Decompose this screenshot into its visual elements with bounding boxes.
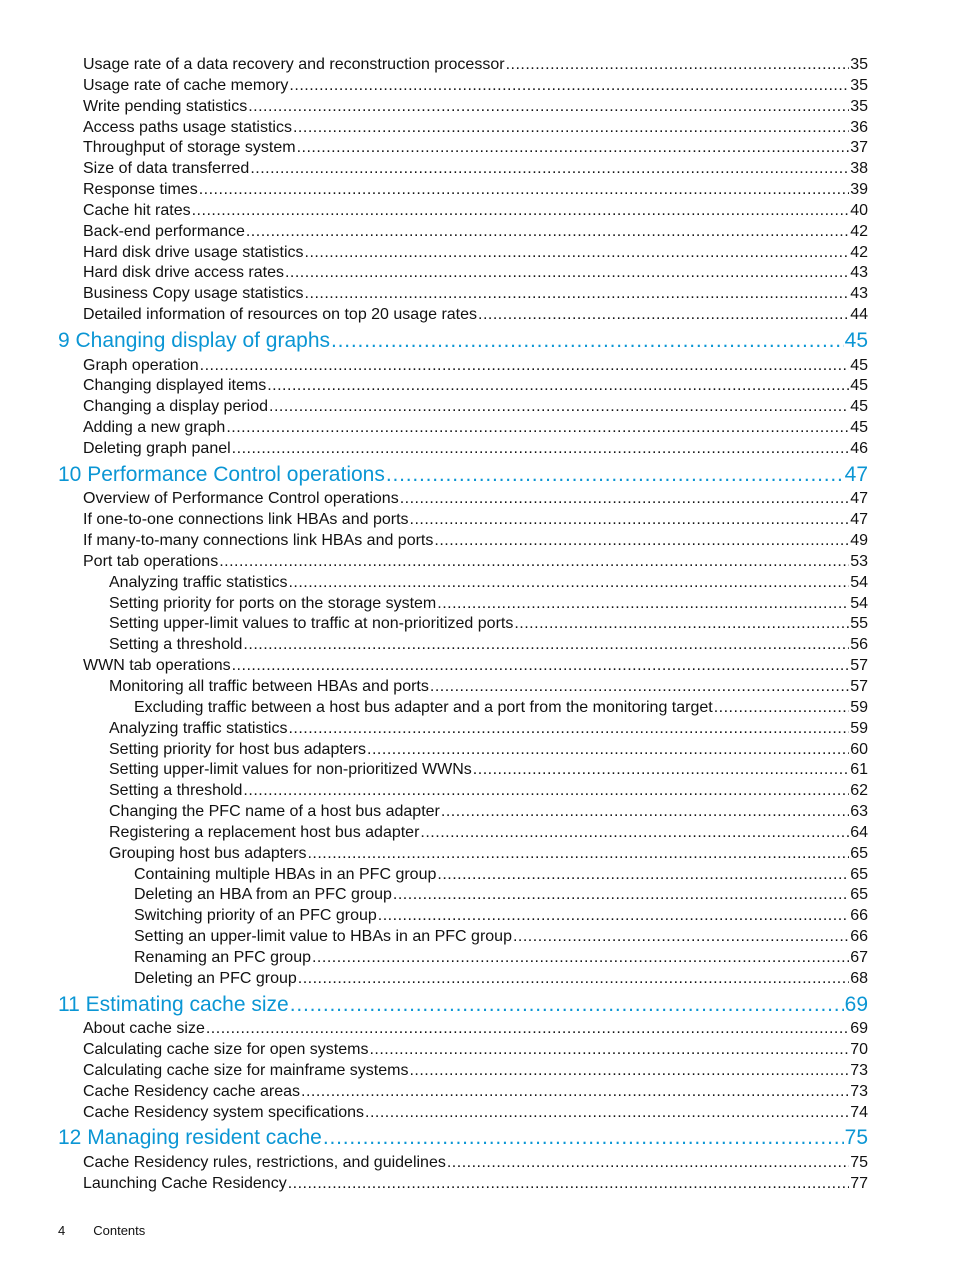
toc-entry-title: Back-end performance <box>83 223 245 240</box>
toc-entry-page-number: 64 <box>850 824 868 841</box>
dot-leader <box>206 1019 849 1039</box>
toc-entry[interactable] <box>83 510 868 530</box>
toc-entry-title: Overview of Performance Control operations <box>83 490 399 507</box>
toc-entry-title: About cache size <box>83 1020 205 1037</box>
toc-entry[interactable] <box>83 356 868 376</box>
toc-entry[interactable] <box>83 201 868 221</box>
dot-leader <box>420 823 849 843</box>
dot-leader <box>267 376 849 396</box>
toc-entry[interactable] <box>83 1153 868 1173</box>
toc-entry-title: Analyzing traffic statistics <box>109 574 288 591</box>
toc-entry[interactable] <box>83 243 868 263</box>
dot-leader <box>369 1040 849 1060</box>
toc-entry[interactable] <box>109 781 868 801</box>
dot-leader <box>293 118 849 138</box>
toc-entry-title: Monitoring all traffic between HBAs and ports <box>109 678 429 695</box>
toc-entry-title: Usage rate of a data recovery and reconstruction processor <box>83 56 505 73</box>
dot-leader <box>393 885 849 905</box>
dot-leader <box>301 1082 849 1102</box>
dot-leader <box>323 1125 844 1151</box>
toc-entry[interactable] <box>109 677 868 697</box>
toc-entry-title: Renaming an PFC group <box>134 949 311 966</box>
dot-leader <box>243 635 849 655</box>
toc-entry-title: Analyzing traffic statistics <box>109 720 288 737</box>
toc-entry-title: Containing multiple HBAs in an PFC group <box>134 866 437 883</box>
dot-leader <box>288 719 849 739</box>
footer-page-number: 4 <box>58 1223 66 1238</box>
toc-entry[interactable] <box>83 263 868 283</box>
toc-entry-page-number: 47 <box>850 490 868 507</box>
toc-entry-title: If many-to-many connections link HBAs and ports <box>83 532 434 549</box>
toc-entry-page-number: 74 <box>850 1104 868 1121</box>
dot-leader <box>289 76 849 96</box>
toc-entry[interactable] <box>83 552 868 572</box>
toc-entry-page-number: 69 <box>850 1020 868 1037</box>
toc-entry[interactable] <box>109 573 868 593</box>
toc-entry[interactable] <box>83 1103 868 1123</box>
toc-chapter-entry[interactable] <box>58 992 868 1018</box>
toc-entry-title: Setting priority for ports on the storage system <box>109 595 437 612</box>
toc-entry-page-number: 35 <box>850 77 868 94</box>
dot-leader <box>307 844 849 864</box>
toc-entry-title: Usage rate of cache memory <box>83 77 289 94</box>
toc-entry-title: Cache Residency rules, restrictions, and guidelines <box>83 1154 446 1171</box>
dot-leader <box>232 439 850 459</box>
toc-entry[interactable] <box>83 531 868 551</box>
dot-leader <box>447 1153 849 1173</box>
dot-leader <box>386 462 844 488</box>
dot-leader <box>246 222 849 242</box>
toc-entry[interactable] <box>83 439 868 459</box>
toc-entry-title: Calculating cache size for open systems <box>83 1041 369 1058</box>
toc-entry-page-number: 38 <box>850 160 868 177</box>
toc-entry-page-number: 69 <box>844 993 868 1016</box>
toc-entry[interactable] <box>109 823 868 843</box>
dot-leader <box>298 969 849 989</box>
toc-entry[interactable] <box>109 594 868 614</box>
toc-entry-title: Hard disk drive usage statistics <box>83 244 304 261</box>
toc-entry-page-number: 39 <box>850 181 868 198</box>
toc-entry-page-number: 59 <box>850 720 868 737</box>
footer-section-label: Contents <box>93 1223 146 1238</box>
toc-entry-page-number: 61 <box>850 761 868 778</box>
toc-entry[interactable] <box>109 614 868 634</box>
toc-entry-title: Setting upper-limit values for non-prioritized WWNs <box>109 761 472 778</box>
dot-leader <box>288 1174 850 1194</box>
toc-entry[interactable] <box>109 719 868 739</box>
toc-entry[interactable] <box>83 222 868 242</box>
toc-entry-title: Changing a display period <box>83 398 269 415</box>
toc-entry-title: Calculating cache size for mainframe systems <box>83 1062 409 1079</box>
toc-entry-page-number: 45 <box>850 377 868 394</box>
dot-leader <box>285 263 849 283</box>
toc-entry-page-number: 65 <box>850 866 868 883</box>
toc-entry[interactable] <box>83 1040 868 1060</box>
dot-leader <box>441 802 849 822</box>
dot-leader <box>400 489 850 509</box>
dot-leader <box>305 243 850 263</box>
toc-entry[interactable] <box>109 844 868 864</box>
dot-leader <box>243 781 849 801</box>
toc-entry-title: Setting a threshold <box>109 782 243 799</box>
toc-entry[interactable] <box>83 1174 868 1194</box>
toc-entry-page-number: 67 <box>850 949 868 966</box>
toc-entry-page-number: 65 <box>850 845 868 862</box>
toc-entry-page-number: 42 <box>850 244 868 261</box>
toc-entry-title: Hard disk drive access rates <box>83 264 284 281</box>
toc-entry-page-number: 43 <box>850 285 868 302</box>
toc-entry[interactable] <box>134 865 868 885</box>
toc-entry[interactable] <box>83 305 868 325</box>
dot-leader <box>250 159 849 179</box>
dot-leader <box>200 356 850 376</box>
toc-entry[interactable] <box>134 906 868 926</box>
toc-entry-title: Grouping host bus adapters <box>109 845 307 862</box>
dot-leader <box>192 201 850 221</box>
dot-leader <box>410 510 850 530</box>
toc-entry-title: Deleting graph panel <box>83 440 231 457</box>
toc-entry-page-number: 49 <box>850 532 868 549</box>
toc-entry-page-number: 60 <box>850 741 868 758</box>
toc-entry-page-number: 45 <box>850 419 868 436</box>
toc-entry-page-number: 47 <box>844 463 868 486</box>
toc-entry-page-number: 57 <box>850 678 868 695</box>
toc-entry-title: 12 Managing resident cache <box>58 1126 322 1149</box>
toc-chapter-entry[interactable] <box>58 1125 868 1151</box>
toc-entry-page-number: 70 <box>850 1041 868 1058</box>
dot-leader <box>199 180 849 200</box>
toc-entry-title: 11 Estimating cache size <box>58 993 289 1016</box>
toc-entry-page-number: 35 <box>850 98 868 115</box>
toc-entry-page-number: 68 <box>850 970 868 987</box>
toc-entry-page-number: 43 <box>850 264 868 281</box>
toc-entry-title: Adding a new graph <box>83 419 226 436</box>
toc-entry-title: Business Copy usage statistics <box>83 285 304 302</box>
toc-entry-title: Cache hit rates <box>83 202 191 219</box>
dot-leader <box>331 328 844 354</box>
toc-entry-title: Size of data transferred <box>83 160 250 177</box>
dot-leader <box>365 1103 849 1123</box>
dot-leader <box>290 992 844 1018</box>
dot-leader <box>378 906 849 926</box>
dot-leader <box>434 531 849 551</box>
toc-entry-title: Throughput of storage system <box>83 139 296 156</box>
toc-entry[interactable] <box>83 1019 868 1039</box>
toc-entry-page-number: 40 <box>850 202 868 219</box>
toc-entry-page-number: 42 <box>850 223 868 240</box>
toc-chapter-entry[interactable] <box>58 462 868 488</box>
toc-entry-title: Port tab operations <box>83 553 219 570</box>
toc-entry[interactable] <box>83 397 868 417</box>
toc-entry-page-number: 54 <box>850 595 868 612</box>
toc-entry-page-number: 53 <box>850 553 868 570</box>
toc-entry-page-number: 73 <box>850 1062 868 1079</box>
toc-entry-title: Setting an upper-limit value to HBAs in an PFC group <box>134 928 512 945</box>
toc-entry-page-number: 75 <box>844 1126 868 1149</box>
toc-entry-page-number: 45 <box>850 357 868 374</box>
dot-leader <box>506 55 850 75</box>
toc-entry-title: Excluding traffic between a host bus adapter and a port from the monitoring target <box>134 699 713 716</box>
toc-entry-page-number: 37 <box>850 139 868 156</box>
toc-entry[interactable] <box>134 885 868 905</box>
toc-chapter-entry[interactable] <box>58 328 868 354</box>
toc-entry[interactable] <box>83 138 868 158</box>
toc-entry-title: Cache Residency system specifications <box>83 1104 365 1121</box>
toc-entry[interactable] <box>83 489 868 509</box>
toc-entry-page-number: 62 <box>850 782 868 799</box>
toc-entry-title: If one-to-one connections link HBAs and ports <box>83 511 409 528</box>
dot-leader <box>478 305 849 325</box>
toc-entry[interactable] <box>109 760 868 780</box>
toc-entry-title: Detailed information of resources on top 20 usage rates <box>83 306 478 323</box>
toc-entry[interactable] <box>83 284 868 304</box>
toc-entry[interactable] <box>109 802 868 822</box>
toc-entry[interactable] <box>83 180 868 200</box>
dot-leader <box>514 614 849 634</box>
toc-entry-page-number: 47 <box>850 511 868 528</box>
toc-entry-page-number: 59 <box>850 699 868 716</box>
dot-leader <box>367 740 849 760</box>
toc-entry-page-number: 35 <box>850 56 868 73</box>
toc-entry[interactable] <box>134 969 868 989</box>
dot-leader <box>473 760 849 780</box>
toc-entry-title: Setting upper-limit values to traffic at non-prioritized ports <box>109 615 514 632</box>
toc-entry[interactable] <box>134 698 868 718</box>
toc-entry-title: Response times <box>83 181 198 198</box>
toc-entry-page-number: 63 <box>850 803 868 820</box>
toc-entry-title: Registering a replacement host bus adapter <box>109 824 420 841</box>
toc-entry-title: Access paths usage statistics <box>83 119 292 136</box>
toc-entry-title: 9 Changing display of graphs <box>58 329 331 352</box>
toc-entry-title: Changing displayed items <box>83 377 267 394</box>
toc-entry-title: Setting priority for host bus adapters <box>109 741 367 758</box>
toc-entry-title: Cache Residency cache areas <box>83 1083 301 1100</box>
dot-leader <box>232 656 850 676</box>
toc-entry[interactable] <box>83 1061 868 1081</box>
toc-entry[interactable] <box>83 76 868 96</box>
page-footer <box>58 1223 145 1238</box>
toc-entry-page-number: 54 <box>850 574 868 591</box>
dot-leader <box>409 1061 849 1081</box>
dot-leader <box>297 138 850 158</box>
dot-leader <box>248 97 849 117</box>
toc-entry[interactable] <box>134 927 868 947</box>
toc-entry-page-number: 44 <box>850 306 868 323</box>
dot-leader <box>430 677 849 697</box>
dot-leader <box>714 698 849 718</box>
toc-entry-title: Graph operation <box>83 357 199 374</box>
toc-entry-title: Deleting an PFC group <box>134 970 297 987</box>
toc-entry[interactable] <box>83 118 868 138</box>
toc-entry[interactable] <box>83 159 868 179</box>
toc-entry-page-number: 66 <box>850 928 868 945</box>
dot-leader <box>219 552 849 572</box>
dot-leader <box>226 418 849 438</box>
toc-entry-title: Deleting an HBA from an PFC group <box>134 886 392 903</box>
toc-entry-page-number: 45 <box>844 329 868 352</box>
toc-entry[interactable] <box>83 656 868 676</box>
toc-entry-page-number: 36 <box>850 119 868 136</box>
toc-entry[interactable] <box>83 97 868 117</box>
toc-entry[interactable] <box>83 418 868 438</box>
toc-entry-page-number: 66 <box>850 907 868 924</box>
toc-entry-title: 10 Performance Control operations <box>58 463 385 486</box>
toc-entry[interactable] <box>83 55 868 75</box>
toc-entry-page-number: 77 <box>850 1175 868 1192</box>
toc-entry-page-number: 65 <box>850 886 868 903</box>
dot-leader <box>269 397 849 417</box>
toc-entry-title: Switching priority of an PFC group <box>134 907 377 924</box>
toc-entry-page-number: 46 <box>850 440 868 457</box>
toc-entry-page-number: 56 <box>850 636 868 653</box>
toc-entry-title: Launching Cache Residency <box>83 1175 287 1192</box>
dot-leader <box>437 865 849 885</box>
toc-entry-page-number: 57 <box>850 657 868 674</box>
toc-entry-title: Write pending statistics <box>83 98 248 115</box>
dot-leader <box>437 594 849 614</box>
dot-leader <box>288 573 849 593</box>
toc-entry-page-number: 55 <box>850 615 868 632</box>
dot-leader <box>513 927 849 947</box>
toc-entry[interactable] <box>83 1082 868 1102</box>
toc-entry[interactable] <box>83 376 868 396</box>
toc-entry-page-number: 45 <box>850 398 868 415</box>
dot-leader <box>305 284 850 304</box>
toc-entry-title: Changing the PFC name of a host bus adapter <box>109 803 440 820</box>
toc-entry[interactable] <box>134 948 868 968</box>
toc-entry[interactable] <box>109 635 868 655</box>
dot-leader <box>312 948 849 968</box>
toc-entry-page-number: 73 <box>850 1083 868 1100</box>
toc-entry-title: Setting a threshold <box>109 636 243 653</box>
toc-entry-page-number: 75 <box>850 1154 868 1171</box>
toc-entry-title: WWN tab operations <box>83 657 231 674</box>
toc-entry[interactable] <box>109 740 868 760</box>
